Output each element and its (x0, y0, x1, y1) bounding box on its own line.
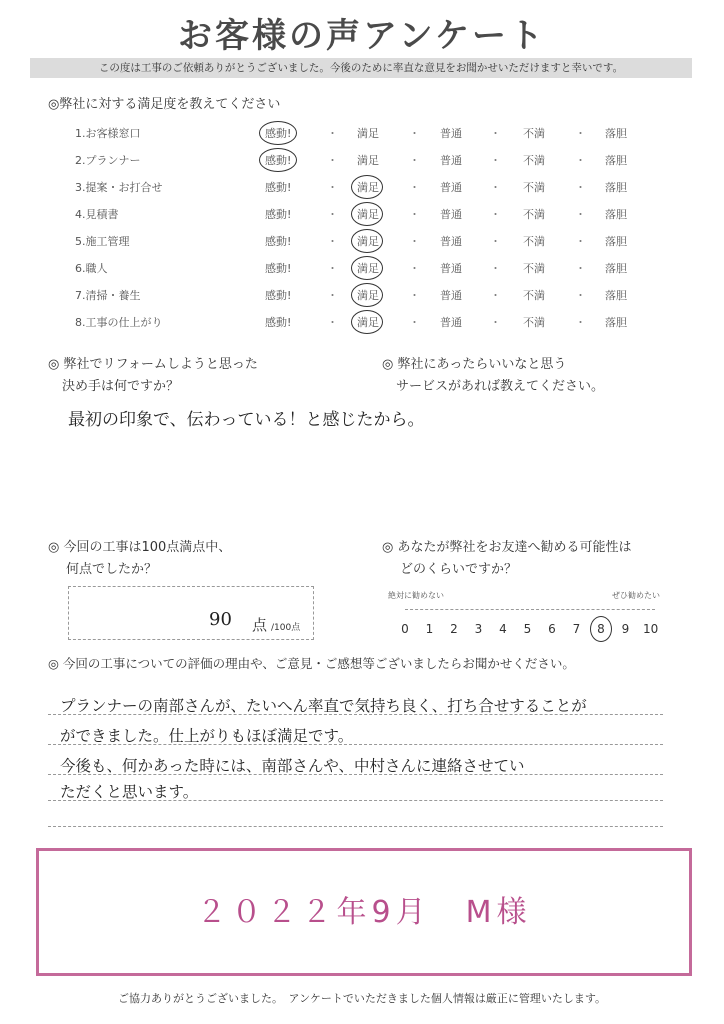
rating-option[interactable]: 満足 (357, 154, 379, 167)
rating-option[interactable]: 落胆 (605, 127, 627, 140)
selected-rating-circle (259, 148, 297, 172)
option-separator: ・ (490, 127, 501, 140)
option-separator: ・ (575, 316, 586, 329)
option-separator: ・ (409, 235, 420, 248)
scale-number[interactable]: 10 (643, 622, 659, 636)
rating-option[interactable]: 不満 (523, 289, 545, 302)
satisfaction-row (75, 201, 675, 227)
option-separator: ・ (327, 208, 338, 221)
satisfaction-item-label: 6.職人 (75, 262, 108, 275)
option-separator: ・ (327, 262, 338, 275)
satisfaction-item-label: 8.工事の仕上がり (75, 316, 163, 329)
selected-rating-circle (351, 175, 383, 199)
comment-line-4: ただくと思います。 (60, 783, 199, 801)
score-question-line1: ◎ 今回の工事は100点満点中、 (48, 540, 232, 555)
service-question (382, 354, 604, 398)
scale-number[interactable]: 4 (499, 622, 507, 636)
rating-option[interactable]: 満足 (357, 316, 379, 329)
option-separator: ・ (409, 262, 420, 275)
satisfaction-item-label: 1.お客様窓口 (75, 127, 141, 140)
option-separator: ・ (327, 289, 338, 302)
recommend-question (382, 537, 631, 581)
option-separator: ・ (490, 289, 501, 302)
rating-option[interactable]: 落胆 (605, 208, 627, 221)
satisfaction-row (75, 309, 675, 335)
rating-option[interactable]: 感動! (265, 181, 292, 194)
scale-number[interactable]: 7 (572, 622, 581, 636)
satisfaction-row (75, 174, 675, 200)
rating-option[interactable]: 感動! (265, 235, 292, 248)
service-question-line1: ◎ 弊社にあったらいいなと思う (382, 357, 567, 372)
rating-option[interactable]: 感動! (265, 316, 292, 329)
rating-option[interactable]: 普通 (440, 127, 462, 140)
scale-number[interactable]: 0 (401, 622, 409, 636)
rating-option[interactable]: 落胆 (605, 181, 627, 194)
rating-option[interactable]: 満足 (357, 181, 379, 194)
scale-number[interactable]: 3 (474, 622, 483, 636)
rating-option[interactable]: 感動! (265, 208, 292, 221)
option-separator: ・ (490, 235, 501, 248)
scale-number[interactable]: 9 (621, 622, 630, 636)
score-unit: 点 (252, 616, 268, 634)
option-separator: ・ (575, 127, 586, 140)
rating-option[interactable]: 不満 (523, 154, 545, 167)
score-question-line2: 何点でしたか？ (66, 562, 158, 577)
reform-question (48, 354, 258, 398)
reform-question-line2: 決め手は何ですか？ (62, 379, 180, 394)
option-separator: ・ (327, 235, 338, 248)
scale-line (405, 609, 655, 610)
option-separator: ・ (327, 181, 338, 194)
rating-option[interactable]: 感動! (265, 154, 292, 167)
rating-option[interactable]: 落胆 (605, 289, 627, 302)
rating-option[interactable]: 不満 (523, 316, 545, 329)
rating-option[interactable]: 満足 (357, 289, 379, 302)
option-separator: ・ (409, 316, 420, 329)
rating-option[interactable]: 普通 (440, 208, 462, 221)
rating-option[interactable]: 不満 (523, 127, 545, 140)
reform-answer: 最初の印象で、伝わっている！と感じたから。 (68, 410, 425, 430)
scale-number[interactable]: 8 (597, 622, 605, 636)
selected-rating-circle (351, 202, 383, 226)
scale-number[interactable]: 5 (523, 622, 532, 636)
comment-line-2: ができました。仕上がりもほぼ満足です。 (60, 727, 354, 745)
recommend-question-line1: ◎ あなたが弊社をお友達へ勧める可能性は (382, 540, 632, 555)
score-question (48, 537, 231, 581)
service-question-line2: サービスがあれば教えてください。 (396, 379, 605, 394)
selected-rating-circle (351, 310, 383, 334)
customer-box (36, 848, 692, 976)
selected-rating-circle (351, 256, 383, 280)
option-separator: ・ (575, 154, 586, 167)
comment-line (48, 826, 663, 827)
satisfaction-heading: ◎弊社に対する満足度を教えてください (48, 97, 281, 112)
comment-line-1: プランナーの南部さんが、たいへん率直で気持ち良く、打ち合せすることが (60, 697, 587, 715)
option-separator: ・ (409, 181, 420, 194)
intro-text: この度は工事のご依頼ありがとうございました。今後のために率直な意見をお聞かせいただけますと幸いです。 (30, 58, 692, 78)
satisfaction-row (75, 120, 675, 146)
rating-option[interactable]: 感動! (265, 262, 292, 275)
customer-date-name: ２０２２年9月 M様 (196, 895, 532, 930)
option-separator: ・ (575, 181, 586, 194)
satisfaction-item-label: 5.施工管理 (75, 235, 130, 248)
scale-number[interactable]: 6 (548, 622, 556, 636)
rating-option[interactable]: 落胆 (605, 154, 627, 167)
option-separator: ・ (490, 208, 501, 221)
page-title: お客様の声アンケート (178, 16, 546, 56)
selected-rating-circle (351, 229, 383, 253)
recommend-question-line2: どのくらいですか？ (400, 562, 518, 577)
rating-option[interactable]: 普通 (440, 181, 462, 194)
satisfaction-row (75, 147, 675, 173)
option-separator: ・ (575, 289, 586, 302)
satisfaction-item-label: 2.プランナー (75, 154, 141, 167)
rating-option[interactable]: 満足 (357, 208, 379, 221)
rating-option[interactable]: 落胆 (605, 316, 627, 329)
option-separator: ・ (327, 154, 338, 167)
option-separator: ・ (490, 316, 501, 329)
selected-rating-circle (351, 283, 383, 307)
rating-option[interactable]: 満足 (357, 127, 379, 140)
satisfaction-row (75, 255, 675, 281)
rating-option[interactable]: 感動! (265, 127, 292, 140)
option-separator: ・ (575, 208, 586, 221)
rating-option[interactable]: 不満 (523, 235, 545, 248)
satisfaction-row (75, 282, 675, 308)
comment-line-3: 今後も、何かあった時には、南部さんや、中村さんに連絡させてい (60, 757, 525, 775)
scale-low-label: 絶対に勧めない (388, 591, 444, 600)
reform-question-line1: ◎ 弊社でリフォームしようと思った (48, 357, 258, 372)
option-separator: ・ (575, 235, 586, 248)
option-separator: ・ (490, 154, 501, 167)
score-max: /100点 (271, 623, 301, 633)
rating-option[interactable]: 普通 (440, 289, 462, 302)
option-separator: ・ (575, 262, 586, 275)
option-separator: ・ (409, 127, 420, 140)
score-value: 90 (209, 609, 232, 630)
score-box (68, 586, 314, 640)
rating-option[interactable]: 不満 (523, 208, 545, 221)
rating-option[interactable]: 落胆 (605, 262, 627, 275)
option-separator: ・ (409, 154, 420, 167)
rating-option[interactable]: 不満 (523, 262, 545, 275)
satisfaction-item-label: 7.清掃・養生 (75, 289, 141, 302)
rating-option[interactable]: 感動! (265, 289, 292, 302)
satisfaction-item-label: 3.提案・お打合せ (75, 181, 163, 194)
option-separator: ・ (490, 262, 501, 275)
rating-option[interactable]: 満足 (357, 235, 379, 248)
scale-number[interactable]: 2 (450, 622, 458, 636)
rating-option[interactable]: 普通 (440, 262, 462, 275)
rating-option[interactable]: 普通 (440, 316, 462, 329)
scale-number[interactable]: 1 (425, 622, 434, 636)
satisfaction-item-label: 4.見積書 (75, 208, 119, 221)
scale-high-label: ぜひ勧めたい (612, 591, 660, 600)
rating-option[interactable]: 落胆 (605, 235, 627, 248)
comment-heading: ◎ 今回の工事についての評価の理由や、ご意見・ご感想等ございましたらお聞かせください。 (48, 656, 575, 671)
rating-option[interactable]: 不満 (523, 181, 545, 194)
option-separator: ・ (327, 127, 338, 140)
rating-option[interactable]: 普通 (440, 154, 462, 167)
selected-rating-circle (259, 121, 297, 145)
footer-note: ご協力ありがとうございました。 アンケートでいただきました個人情報は厳正に管理いたします。 (118, 992, 606, 1005)
rating-option[interactable]: 満足 (357, 262, 379, 275)
option-separator: ・ (327, 316, 338, 329)
option-separator: ・ (409, 208, 420, 221)
option-separator: ・ (490, 181, 501, 194)
satisfaction-row (75, 228, 675, 254)
rating-option[interactable]: 普通 (440, 235, 462, 248)
option-separator: ・ (409, 289, 420, 302)
selected-scale-circle (590, 616, 612, 642)
